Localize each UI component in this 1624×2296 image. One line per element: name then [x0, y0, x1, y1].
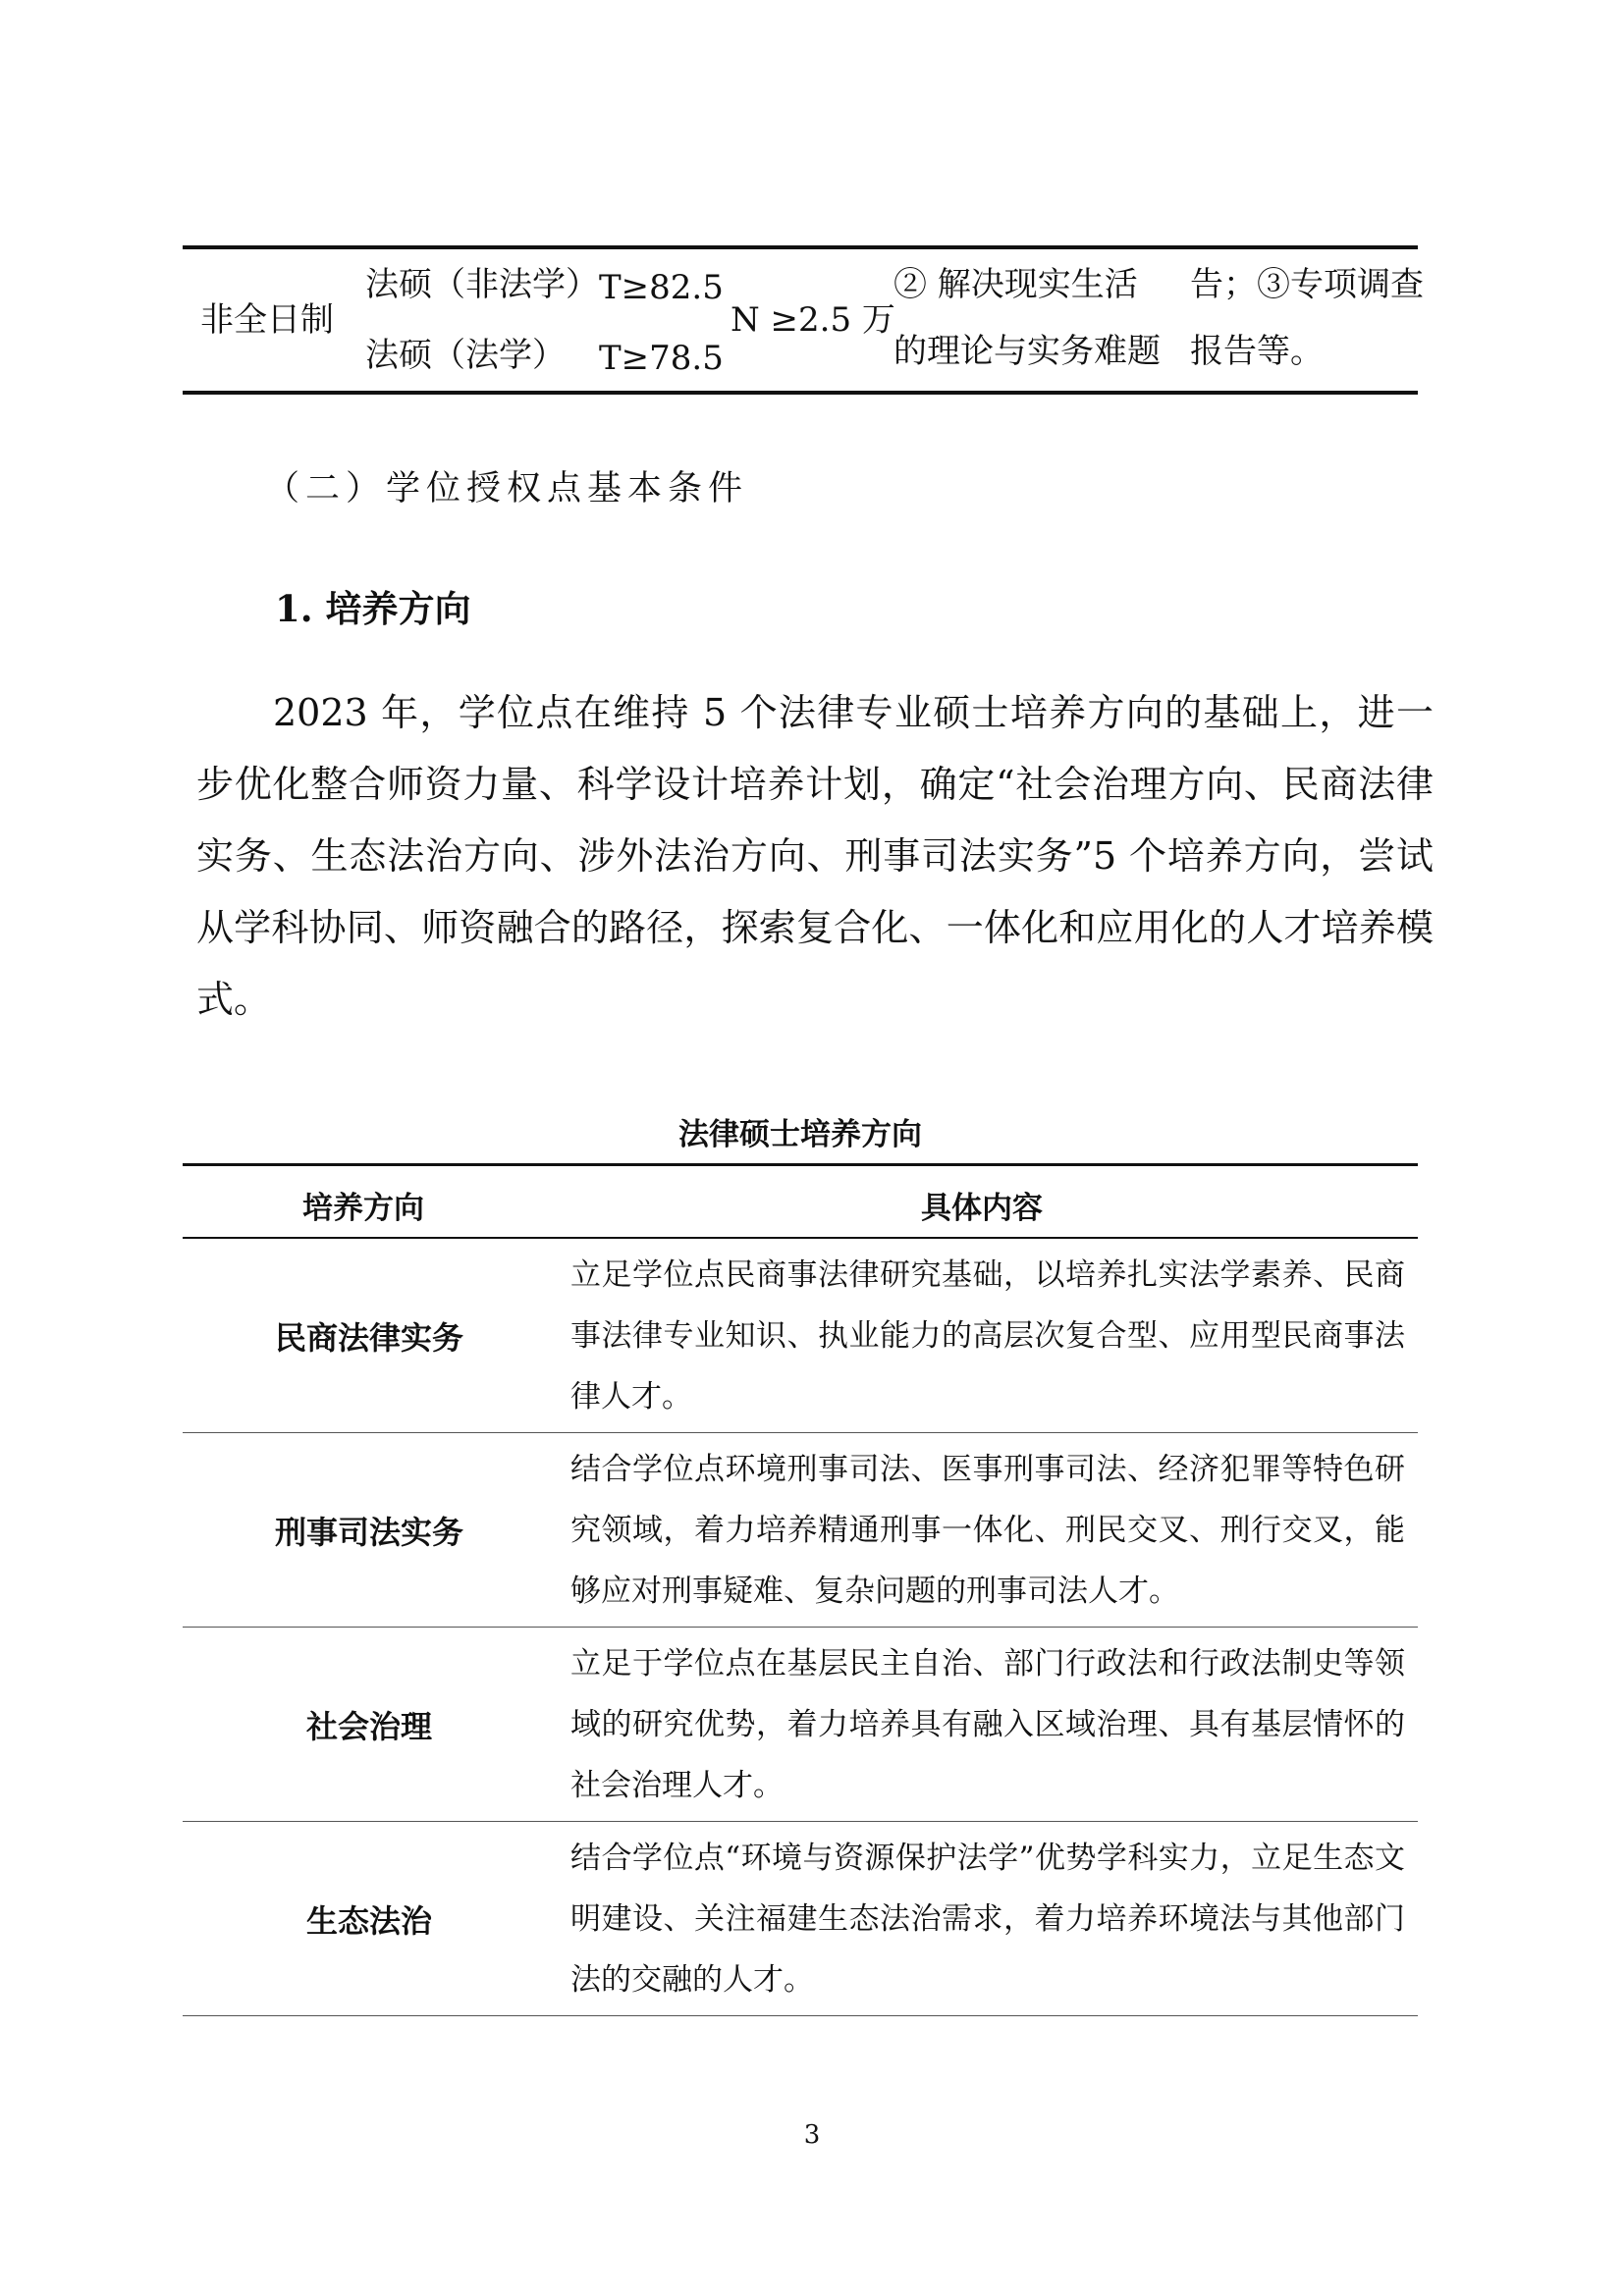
- study-mode-label: 非全日制: [200, 300, 334, 340]
- score-law: T≥78.5: [599, 339, 724, 378]
- header-content: 具体内容: [921, 1191, 1043, 1226]
- requirement-line-2: 的理论与实务难题: [893, 332, 1161, 371]
- table-row: [183, 1628, 1418, 1822]
- tuition-value: N ≥2.5 万: [731, 300, 895, 340]
- table-row: [183, 1433, 1418, 1628]
- direction-name: 生态法治: [305, 1901, 432, 1940]
- sub-heading: 1. 培养方向: [275, 587, 471, 630]
- page-number: 3: [803, 2120, 821, 2150]
- table-bottom-rule: [183, 391, 1418, 395]
- table-row: [183, 1822, 1418, 2016]
- degree-type-law: 法硕（法学）: [365, 336, 566, 375]
- direction-content: 结合学位点环境刑事司法、医事刑事司法、经济犯罪等特色研究领域，着力培养精通刑事一体化、刑民交叉、刑行交叉，能够应对刑事疑难、复杂问题的刑事司法人才。: [570, 1452, 1405, 1609]
- direction-content: 立足学位点民商事法律研究基础，以培养扎实法学素养、民商事法律专业知识、执业能力的高层次复合型、应用型民商事法律人才。: [570, 1257, 1405, 1415]
- report-line-1: 告；③专项调查: [1190, 265, 1424, 304]
- header-direction: 培养方向: [302, 1191, 424, 1226]
- table-row: [183, 1239, 1418, 1433]
- admission-table: [183, 245, 1424, 395]
- direction-name: 社会治理: [305, 1707, 432, 1745]
- degree-type-nonlaw: 法硕（非法学）: [365, 265, 599, 304]
- paragraph-text: 2023 年，学位点在维持 5 个法律专业硕士培养方向的基础上，进一步优化整合师资力量、科学设计培养计划，确定“社会治理方向、民商法律实务、生态法治方向、涉外法治方向、刑事司法实务”5 个培养方向，尝试从学科协同、师资融合的路径，探索复合化、一体化和应用化的人才培养模式。: [196, 691, 1434, 1021]
- direction-name: 民商法律实务: [274, 1318, 463, 1357]
- requirement-line-1: ② 解决现实生活: [893, 265, 1138, 304]
- direction-content: 结合学位点“环境与资源保护法学”优势学科实力，立足生态文明建设、关注福建生态法治需求，着力培养环境法与其他部门法的交融的人才。: [570, 1841, 1405, 1998]
- direction-content: 立足于学位点在基层民主自治、部门行政法和行政法制史等领域的研究优势，着力培养具有融入区域治理、具有基层情怀的社会治理人才。: [570, 1646, 1405, 1803]
- section-heading: （二）学位授权点基本条件: [265, 469, 749, 508]
- direction-name: 刑事司法实务: [274, 1513, 463, 1551]
- report-line-2: 报告等。: [1190, 332, 1324, 371]
- body-paragraph: [196, 677, 1434, 1036]
- directions-table: [183, 1163, 1418, 2016]
- score-nonlaw: T≥82.5: [599, 268, 724, 307]
- table-top-rule: [183, 245, 1418, 249]
- table-header-row: [183, 1163, 1418, 1239]
- table-caption: 法律硕士培养方向: [678, 1117, 922, 1152]
